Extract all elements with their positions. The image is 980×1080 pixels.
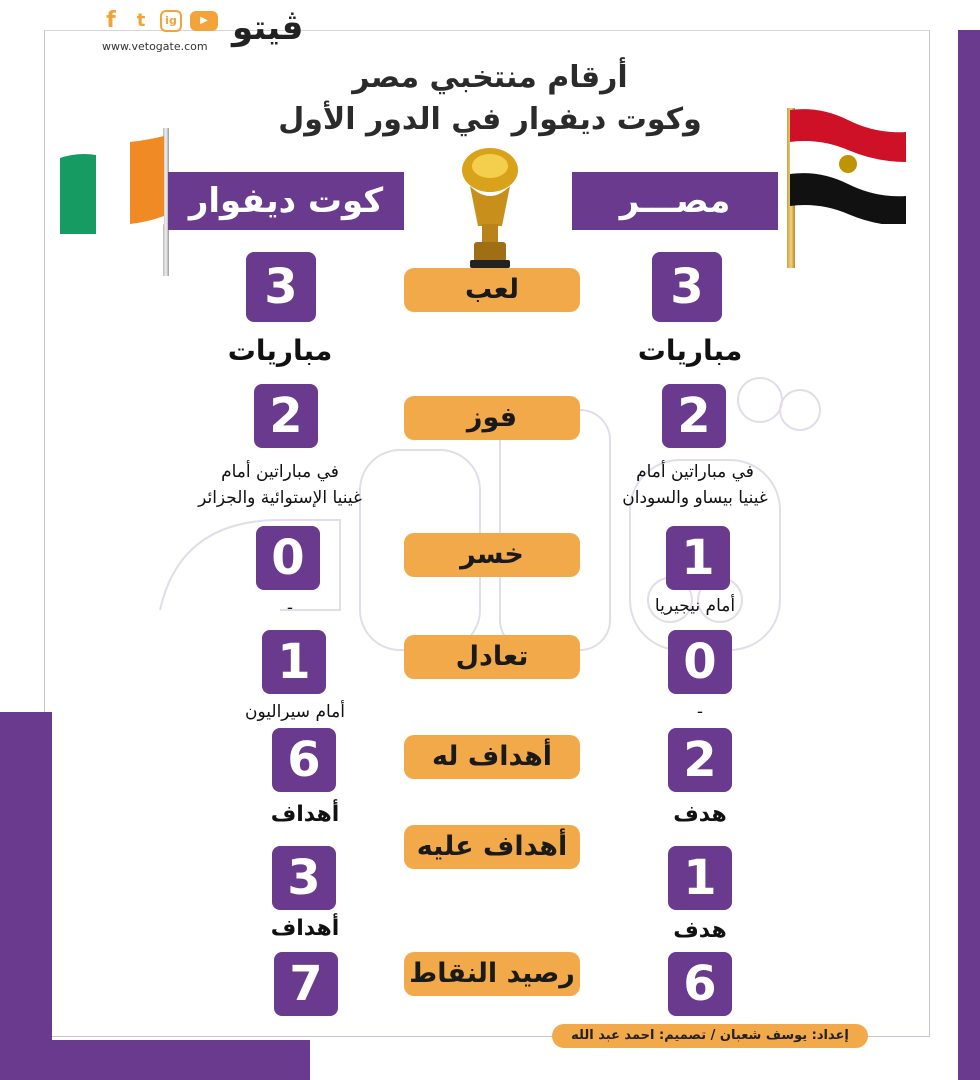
ivory-coast-lost-desc: -: [286, 598, 294, 618]
left-purple-band: [0, 712, 52, 1080]
afcon-trophy-icon: [456, 146, 524, 270]
category-goals-against: أهداف عليه: [404, 825, 580, 869]
ivory-coast-won: 2: [254, 384, 318, 448]
ivory-coast-draw-desc: أمام سيراليون: [245, 702, 345, 722]
instagram-icon[interactable]: ig: [160, 10, 182, 32]
egypt-won-desc-1: في مباراتين أمام: [636, 462, 754, 482]
page-title-line1: أرقام منتخبي مصر: [352, 60, 628, 95]
ivory-coast-flag-icon: [58, 136, 166, 234]
egypt-points: 6: [668, 952, 732, 1016]
egypt-won-desc-2: غينيا بيساو والسودان: [622, 488, 768, 508]
egypt-draw: 0: [668, 630, 732, 694]
egypt-goals-for: 2: [668, 728, 732, 792]
egypt-played-unit: مباريات: [637, 334, 743, 367]
team-header-ivory-coast: كوت ديفوار: [168, 172, 404, 230]
twitter-icon[interactable]: t: [136, 10, 146, 31]
ivory-coast-played-unit: مباريات: [227, 334, 333, 367]
category-won: فوز: [404, 396, 580, 440]
facebook-icon[interactable]: f: [106, 8, 116, 33]
egypt-won: 2: [662, 384, 726, 448]
egypt-flag-icon: [790, 108, 906, 224]
ivory-coast-points: 7: [274, 952, 338, 1016]
ivory-coast-lost: 0: [256, 526, 320, 590]
egypt-played: 3: [652, 252, 722, 322]
ivory-coast-goals-against-unit: أهداف: [270, 916, 340, 941]
ivory-coast-won-desc-1: في مباراتين أمام: [221, 462, 339, 482]
category-goals-for: أهداف له: [404, 735, 580, 779]
ivory-coast-played: 3: [246, 252, 316, 322]
credits: إعداد: يوسف شعبان / تصميم: احمد عبد الله: [552, 1024, 868, 1048]
category-draw: تعادل: [404, 635, 580, 679]
egypt-goals-against: 1: [668, 846, 732, 910]
egypt-lost: 1: [666, 526, 730, 590]
egypt-goals-for-unit: هدف: [673, 802, 727, 827]
ivory-coast-goals-for-unit: أهداف: [270, 802, 340, 827]
bottom-purple-band: [0, 1040, 310, 1080]
team-header-egypt: مصـــر: [572, 172, 778, 230]
category-lost: خسر: [404, 533, 580, 577]
ivory-coast-draw: 1: [262, 630, 326, 694]
ivory-coast-goals-against: 3: [272, 846, 336, 910]
youtube-icon[interactable]: ▶: [190, 11, 218, 31]
category-points: رصيد النقاط: [404, 952, 580, 996]
category-played: لعب: [404, 268, 580, 312]
egypt-draw-desc: -: [696, 702, 704, 722]
social-icons: [100, 10, 218, 32]
egypt-lost-desc: أمام نيجيريا: [654, 596, 736, 616]
ivory-coast-won-desc-2: غينيا الإستوائية والجزائر: [198, 488, 362, 508]
egypt-goals-against-unit: هدف: [673, 918, 727, 943]
right-purple-band: [958, 30, 980, 1080]
page-title-line2: وكوت ديفوار في الدور الأول: [278, 102, 702, 137]
site-url[interactable]: www.vetogate.com: [102, 40, 208, 53]
ivory-coast-goals-for: 6: [272, 728, 336, 792]
brand-logo: ڤيتو: [232, 8, 304, 48]
